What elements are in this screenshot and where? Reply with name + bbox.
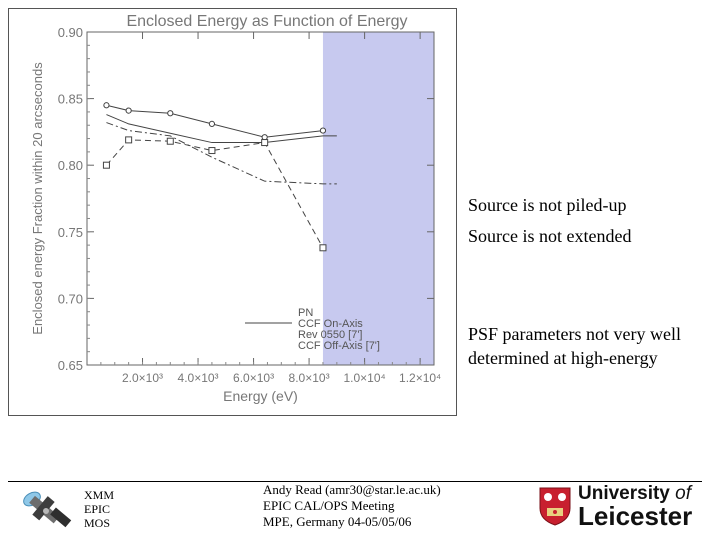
mission-epic: EPIC	[84, 502, 111, 516]
series-line-2	[106, 140, 323, 248]
meeting-info	[263, 482, 441, 530]
shaded-high-energy-region	[323, 32, 434, 365]
data-point-pn	[168, 111, 173, 116]
mission-label	[84, 488, 114, 530]
chart-frame	[8, 8, 457, 416]
university-line1: University of	[578, 483, 692, 504]
y-tick-label: 0.85	[57, 91, 83, 107]
data-point-rev0550	[209, 148, 215, 154]
data-point-pn	[104, 103, 109, 108]
series-line-3	[106, 123, 336, 184]
x-tick-label: 1.2×10⁴	[399, 371, 442, 385]
y-tick-label: 0.65	[57, 358, 83, 373]
bullet-source-not-piled-up: Source is not piled-up	[468, 195, 627, 215]
data-point-pn	[320, 128, 325, 133]
data-point-rev0550	[262, 140, 268, 146]
y-tick-label: 0.75	[57, 224, 83, 240]
data-point-pn	[262, 135, 267, 140]
bullet-psf-parameters: PSF parameters not very well determined at high-energy	[468, 324, 681, 368]
xmm-satellite-icon	[18, 485, 80, 535]
x-tick-label: 6.0×10³	[233, 371, 275, 385]
y-tick-label: 0.80	[57, 158, 83, 174]
legend-label-2: Rev 0550 [7']	[298, 329, 363, 341]
data-point-rev0550	[167, 138, 173, 144]
university-logo	[534, 483, 709, 531]
meeting-location-date: MPE, Germany 04-05/05/06	[263, 514, 412, 529]
series-line-0	[106, 105, 323, 137]
bullet-source-not-extended: Source is not extended	[468, 226, 632, 246]
x-axis-label: Energy (eV)	[223, 388, 298, 404]
y-tick-label: 0.70	[57, 291, 83, 307]
university-line2: Leicester	[578, 501, 693, 531]
data-point-rev0550	[103, 162, 109, 168]
data-point-pn	[209, 121, 214, 126]
series-line-1	[106, 115, 336, 143]
x-tick-label: 2.0×10³	[121, 371, 164, 385]
meeting-name: EPIC CAL/OPS Meeting	[263, 498, 395, 513]
y-axis-label: Enclosed energy Fraction within 20 arcseconds	[30, 62, 45, 335]
legend-label-0: PN	[298, 307, 314, 319]
mission-xmm: XMM	[84, 488, 115, 502]
data-point-rev0550	[320, 245, 326, 251]
x-tick-label: 1.0×10⁴	[343, 371, 386, 385]
x-tick-label: 4.0×10³	[177, 371, 219, 385]
legend-label-1: CCF On-Axis	[298, 318, 363, 330]
university-crest-icon	[538, 486, 572, 526]
author-line: Andy Read (amr30@star.le.ac.uk)	[263, 482, 441, 497]
legend-label-3: CCF Off-Axis [7']	[298, 340, 380, 352]
mission-mos: MOS	[84, 516, 111, 530]
chart-title: Enclosed Energy as Function of Energy	[126, 13, 408, 30]
y-tick-label: 0.90	[57, 25, 83, 40]
enclosed-energy-chart	[9, 9, 458, 417]
data-point-rev0550	[126, 137, 132, 143]
x-tick-label: 8.0×10³	[288, 371, 330, 385]
data-point-pn	[126, 108, 131, 113]
